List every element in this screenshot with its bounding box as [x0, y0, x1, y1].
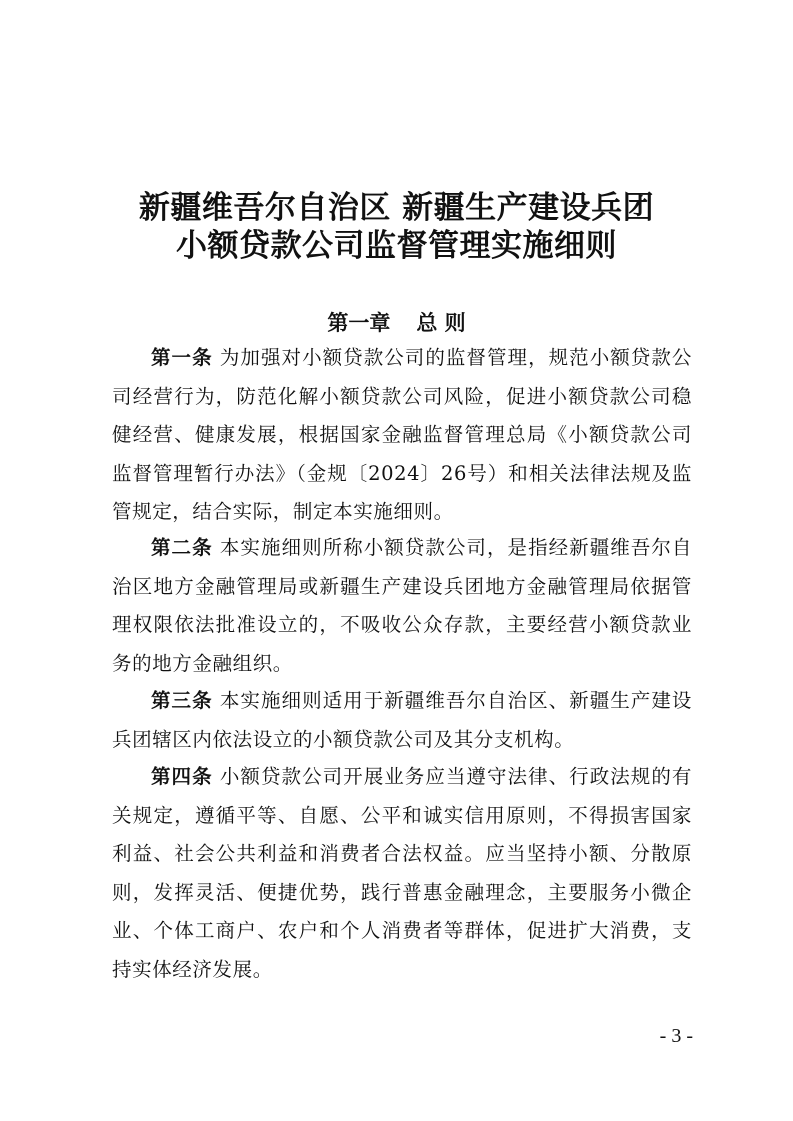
article-4-text: 小额贷款公司开展业务应当遵守法律、行政法规的有关规定，遵循平等、自愿、公平和诚实信用原则，不得损害国家利益、社会公共利益和消费者合法权益。应当坚持小额、分散原则，发挥灵活、便捷优势，践行普惠金融理念，主要服务小微企业、个体工商户、农户和个人消费者等群体，促进扩大消费，支持实体经济发展。 — [112, 765, 692, 981]
article-4-label: 第四条 — [151, 765, 213, 788]
page-number: - 3 - — [659, 1025, 693, 1047]
article-2-text: 本实施细则所称小额贷款公司，是指经新疆维吾尔自治区地方金融管理局或新疆生产建设兵团地方金融管理局依据管理权限依法批准设立的，不吸收公众存款，主要经营小额贷款业务的地方金融组织。 — [112, 536, 692, 675]
article-1 — [112, 339, 692, 532]
chapter-name: 总 则 — [416, 311, 466, 335]
chapter-number: 第一章 — [327, 311, 391, 335]
article-3-label: 第三条 — [151, 689, 213, 712]
article-1-text: 为加强对小额贷款公司的监督管理，规范小额贷款公司经营行为，防范化解小额贷款公司风险，促进小额贷款公司稳健经营、健康发展，根据国家金融监督管理总局《小额贷款公司监督管理暂行办法》（金规〔2024〕26号）和相关法律法规及监管规定，结合实际，制定本实施细则。 — [112, 346, 692, 523]
document-title-line-2: 小额贷款公司监督管理实施细则 — [176, 228, 617, 264]
chapter-heading — [0, 308, 793, 338]
article-1-label: 第一条 — [151, 346, 213, 369]
article-3-text: 本实施细则适用于新疆维吾尔自治区、新疆生产建设兵团辖区内依法设立的小额贷款公司及其分支机构。 — [112, 689, 692, 751]
article-2-label: 第二条 — [151, 536, 213, 559]
document-title-line-1: 新疆维吾尔自治区 新疆生产建设兵团 — [138, 190, 655, 226]
article-2 — [112, 529, 692, 683]
article-3 — [112, 682, 692, 759]
article-4 — [112, 758, 692, 989]
